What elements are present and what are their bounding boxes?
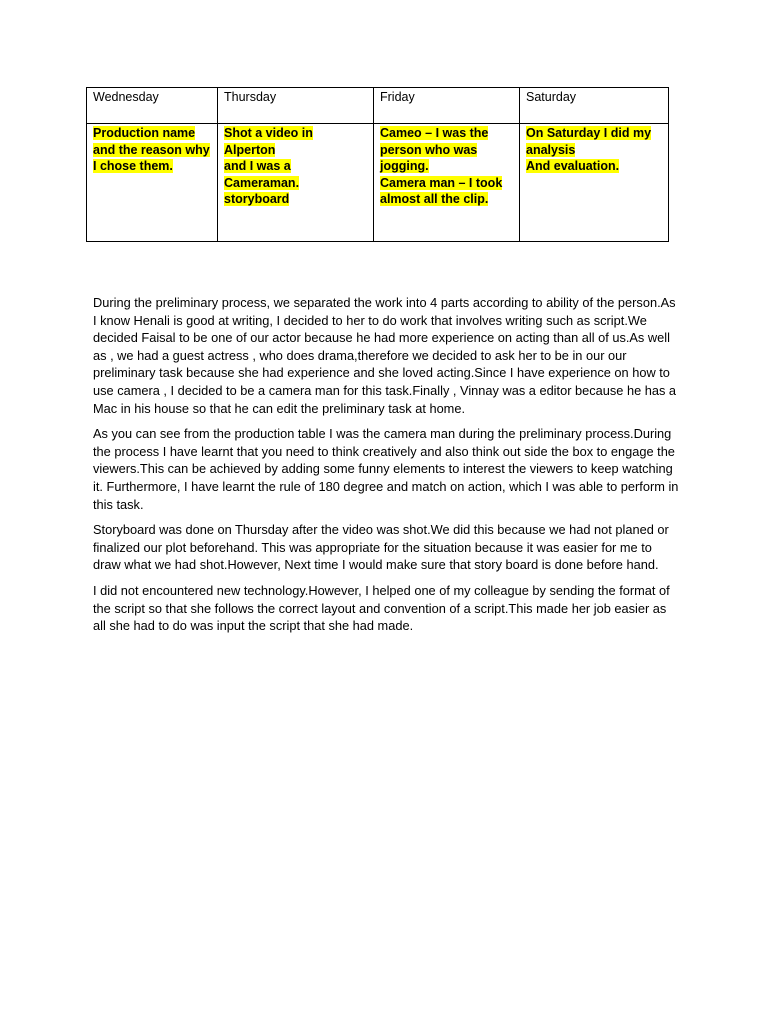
- cell-wednesday: [87, 124, 218, 242]
- header-friday: Friday: [374, 88, 520, 124]
- header-wednesday: Wednesday: [87, 88, 218, 124]
- header-saturday: Saturday: [520, 88, 669, 124]
- cell-thursday: [218, 124, 374, 242]
- header-thursday: Thursday: [218, 88, 374, 124]
- production-schedule-table: [86, 87, 669, 242]
- entry-saturday: On Saturday I did my analysis And evaluation.: [526, 126, 652, 173]
- paragraph-storyboard: Storyboard was done on Thursday after the video was shot.We did this because we had not planed or finalized our plot beforehand. This was appropriate for the situation because it was easier for me to draw what we had shot.However, Next time I would make sure that story board is done before hand.: [93, 522, 669, 573]
- entry-friday: Cameo – I was the person who was jogging. Camera man – I took almost all the clip.: [380, 126, 503, 206]
- paragraph-technology: I did not encountered new technology.However, I helped one of my colleague by sending the format of the script so that she follows the correct layout and convention of a script.This made her job easier as all she had to do was input the script that she had made.: [93, 582, 670, 634]
- entry-thursday: Shot a video in Alperton and I was a Cameraman. storyboard: [224, 126, 313, 206]
- paragraph-roles: During the preliminary process, we separated the work into 4 parts according to ability of the person.As I know Henali is good at writing, I decided to her to do work that involves writing such as script.We decided Faisal to be one of our actor because he had more experience on acting than all of us.As well as , we had a guest actress , who does drama,therefore we decided to ask her to be in our our preliminary task because she had experience and she loved acting.Since I have experience on how to use camera , I decided to be a camera man for this task.Finally , Vinnay was a editor because he has a Mac in his house so that he can edit the preliminary task at home.: [93, 295, 677, 416]
- cell-friday: [374, 124, 520, 242]
- entry-wednesday: Production name and the reason why I chose them.: [93, 126, 210, 173]
- table-header-row: [87, 88, 669, 124]
- paragraph-learning: As you can see from the production table I was the camera man during the preliminary process.During the process I have learnt that you need to think creatively and also think out side the box to engage the viewers.This can be achieved by adding some funny elements to interest the viewers to keep watching it. Furthermore, I have learnt the rule of 180 degree and match on action, which I was able to perform in this task.: [93, 426, 679, 512]
- body-text: [93, 294, 679, 643]
- cell-saturday: [520, 124, 669, 242]
- table-row: [87, 124, 669, 242]
